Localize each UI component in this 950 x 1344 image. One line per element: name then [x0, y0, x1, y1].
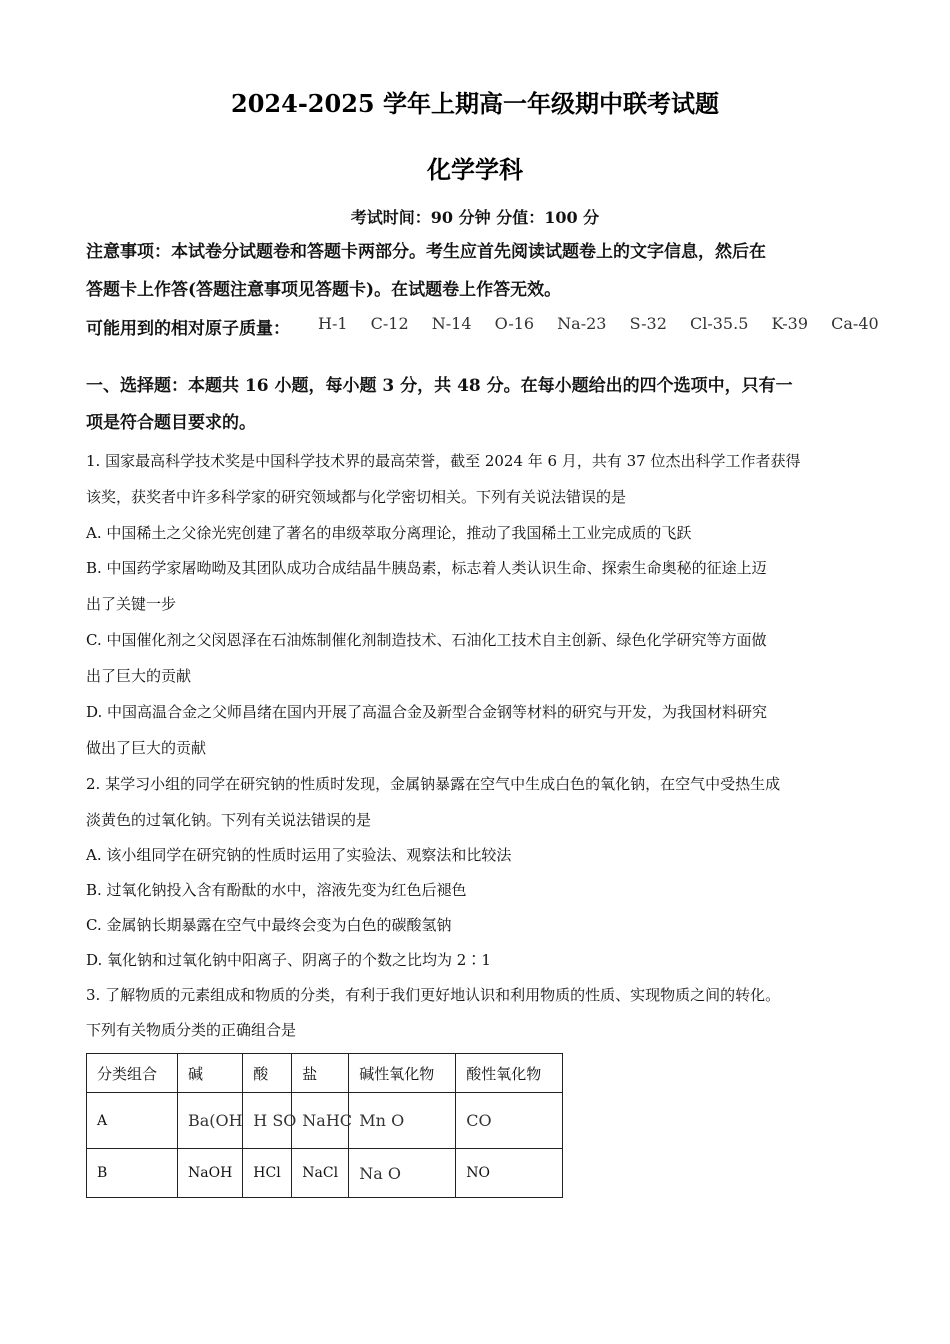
- q1-stem-line-1: 1. 国家最高科学技术奖是中国科学技术界的最高荣誉，截至 2024 年 6 月，共有 37 位杰出科学工作者获得: [86, 452, 801, 470]
- q1-option-c-line-1: C. 中国催化剂之父闵恩泽在石油炼制催化剂制造技术、石油化工技术自主创新、绿色化学研究等方面做: [86, 631, 767, 649]
- atomic-mass-item: K-39: [771, 314, 809, 333]
- atomic-mass-list: [318, 314, 897, 333]
- table-cell: CO: [456, 1093, 563, 1149]
- q1-option-a: A. 中国稀土之父徐光宪创建了著名的串级萃取分离理论，推动了我国稀土工业完成质的飞跃: [86, 524, 692, 542]
- table-row: [87, 1093, 563, 1149]
- atomic-mass-item: S-32: [629, 314, 667, 333]
- q2-stem-line-2: 淡黄色的过氧化钠。下列有关说法错误的是: [86, 811, 372, 829]
- table-cell: NaHC: [292, 1093, 349, 1149]
- q2-stem-line-1: 2. 某学习小组的同学在研究钠的性质时发现，金属钠暴露在空气中生成白色的氧化钠，在空气中受热生成: [86, 775, 781, 793]
- exam-title: 2024-2025 学年上期高一年级期中联考试题: [231, 89, 719, 118]
- table-cell: HCl: [243, 1149, 292, 1198]
- table-cell: H SO: [243, 1093, 292, 1149]
- q2-option-c: C. 金属钠长期暴露在空气中最终会变为白色的碳酸氢钠: [86, 916, 452, 934]
- table-header-cell: 碱: [178, 1054, 243, 1093]
- q1-option-d-line-2: 做出了巨大的贡献: [86, 739, 207, 757]
- table-cell: Ba(OH: [178, 1093, 243, 1149]
- table-cell: Na O: [349, 1149, 456, 1198]
- atomic-mass-label: 可能用到的相对原子质量：: [86, 319, 290, 339]
- section-1-heading-line-1: 一、选择题：本题共 16 小题，每小题 3 分，共 48 分。在每小题给出的四个选项中，只有一: [86, 376, 793, 396]
- q1-option-b-line-2: 出了关键一步: [86, 595, 177, 613]
- table-cell: NO: [456, 1149, 563, 1198]
- notice-line-1: 注意事项：本试卷分试题卷和答题卡两部分。考生应首先阅读试题卷上的文字信息，然后在: [86, 242, 766, 262]
- table-cell: NaOH: [178, 1149, 243, 1198]
- notice-line-2: 答题卡上作答(答题注意事项见答题卡)。在试题卷上作答无效。: [86, 280, 562, 300]
- q3-stem-line-2: 下列有关物质分类的正确组合是: [86, 1021, 297, 1039]
- exam-info: 考试时间：90 分钟 分值：100 分: [350, 208, 600, 227]
- atomic-mass-item: O-16: [494, 314, 535, 333]
- atomic-mass-item: Cl-35.5: [689, 314, 749, 333]
- q1-option-c-line-2: 出了巨大的贡献: [86, 667, 192, 685]
- table-header-cell: 酸性氧化物: [456, 1054, 563, 1093]
- table-header-cell: 酸: [243, 1054, 292, 1093]
- atomic-mass-item: H-1: [318, 314, 348, 333]
- q3-stem-line-1: 3. 了解物质的元素组成和物质的分类，有利于我们更好地认识和利用物质的性质、实现物质之间的转化。: [86, 986, 781, 1004]
- q2-option-d: D. 氧化钠和过氧化钠中阳离子、阴离子的个数之比均为 2∶1: [86, 951, 491, 969]
- section-1-heading-line-2: 项是符合题目要求的。: [86, 413, 256, 433]
- q1-stem-line-2: 该奖，获奖者中许多科学家的研究领域都与化学密切相关。下列有关说法错误的是: [86, 488, 627, 506]
- atomic-mass-item: Ca-40: [831, 314, 879, 333]
- classification-table: [86, 1053, 563, 1198]
- table-cell: A: [87, 1093, 178, 1149]
- table-row: [87, 1149, 563, 1198]
- table-cell: NaCl: [292, 1149, 349, 1198]
- table-header-cell: 碱性氧化物: [349, 1054, 456, 1093]
- atomic-mass-item: N-14: [431, 314, 472, 333]
- subject-title: 化学学科: [427, 155, 523, 184]
- q1-option-d-line-1: D. 中国高温合金之父师昌绪在国内开展了高温合金及新型合金钢等材料的研究与开发，为我国材料研究: [86, 703, 768, 721]
- table-header-cell: 分类组合: [87, 1054, 178, 1093]
- table-header-cell: 盐: [292, 1054, 349, 1093]
- atomic-mass-item: Na-23: [557, 314, 607, 333]
- q2-option-a: A. 该小组同学在研究钠的性质时运用了实验法、观察法和比较法: [86, 846, 512, 864]
- atomic-mass-item: C-12: [370, 314, 409, 333]
- table-cell: B: [87, 1149, 178, 1198]
- table-header-row: [87, 1054, 563, 1093]
- q1-option-b-line-1: B. 中国药学家屠呦呦及其团队成功合成结晶牛胰岛素，标志着人类认识生命、探索生命奥秘的征途上迈: [86, 559, 767, 577]
- q2-option-b: B. 过氧化钠投入含有酚酞的水中，溶液先变为红色后褪色: [86, 881, 467, 899]
- table-cell: Mn O: [349, 1093, 456, 1149]
